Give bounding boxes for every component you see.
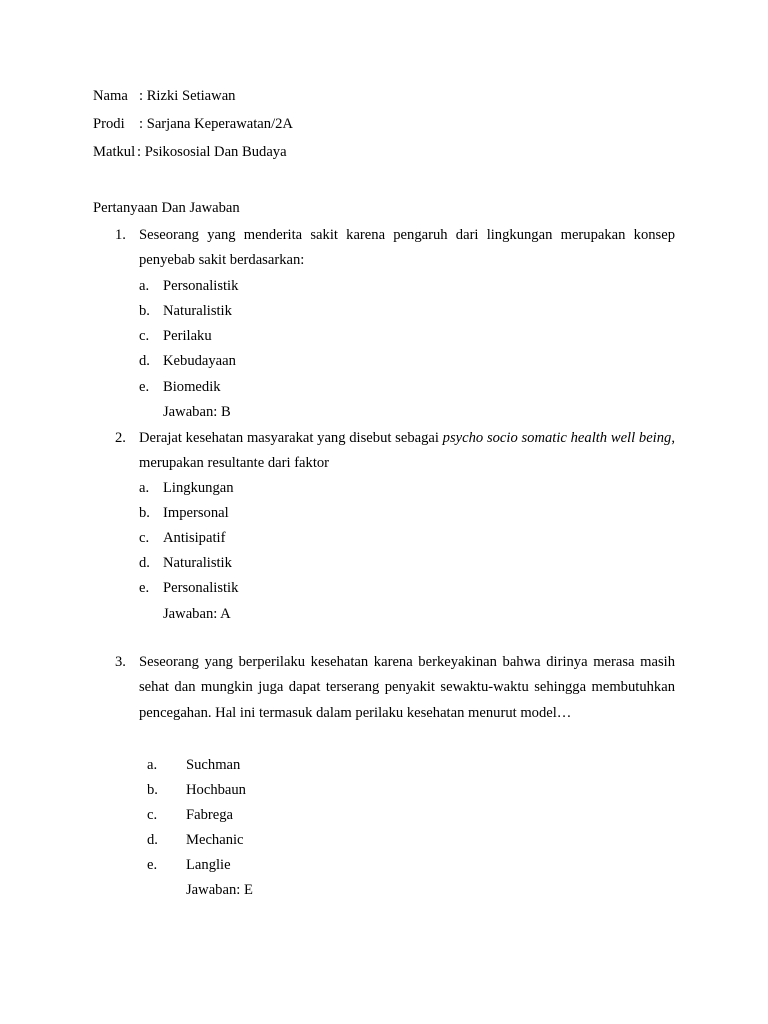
matkul-label: Matkul (93, 144, 136, 160)
q3-option-e-text: Langlie (186, 857, 231, 873)
q3-option-a-letter: a. (147, 757, 158, 773)
question-2-text-after: , merupakan resultante dari faktor (139, 430, 675, 472)
q1-option-c-letter: c. (139, 328, 150, 344)
q2-answer: Jawaban: A (163, 606, 231, 622)
prodi-value: : Sarjana Keperawatan/2A (139, 116, 293, 132)
q1-answer: Jawaban: B (163, 404, 231, 420)
q3-option-d-letter: d. (147, 832, 158, 848)
question-2-text (139, 426, 675, 477)
q1-option-c-text: Perilaku (163, 328, 212, 344)
q1-option-d-letter: d. (139, 353, 150, 369)
q1-option-a-letter: a. (139, 278, 150, 294)
question-2-text-before: Derajat kesehatan masyarakat yang disebut sebagai (139, 430, 443, 446)
q3-answer: Jawaban: E (186, 882, 253, 898)
section-title: Pertanyaan Dan Jawaban (93, 200, 240, 216)
question-3-number: 3. (115, 654, 126, 670)
q2-option-a-letter: a. (139, 480, 150, 496)
question-2-number: 2. (115, 430, 126, 446)
question-2-text-italic: psycho socio somatic health well being (442, 430, 672, 446)
q3-option-b-text: Hochbaun (186, 782, 246, 798)
q1-option-e-text: Biomedik (163, 379, 221, 395)
q2-option-c-text: Antisipatif (163, 530, 226, 546)
q2-option-d-text: Naturalistik (163, 555, 232, 571)
q3-option-c-letter: c. (147, 807, 158, 823)
prodi-label: Prodi (93, 116, 125, 132)
q3-option-a-text: Suchman (186, 757, 241, 773)
q2-option-e-text: Personalistik (163, 580, 239, 596)
q2-option-c-letter: c. (139, 530, 150, 546)
q3-option-b-letter: b. (147, 782, 158, 798)
nama-label: Nama (93, 88, 128, 104)
q3-option-d-text: Mechanic (186, 832, 244, 848)
q1-option-b-letter: b. (139, 303, 150, 319)
matkul-value: : Psikososial Dan Budaya (137, 144, 287, 160)
q3-option-e-letter: e. (147, 857, 158, 873)
question-1-number: 1. (115, 227, 126, 243)
q2-option-b-text: Impersonal (163, 505, 229, 521)
q1-option-d-text: Kebudayaan (163, 353, 236, 369)
question-1-text: Seseorang yang menderita sakit karena pengaruh dari lingkungan merupakan konsep penyebab sakit berdasarkan: (139, 227, 675, 269)
q1-option-e-letter: e. (139, 379, 150, 395)
q1-option-b-text: Naturalistik (163, 303, 232, 319)
nama-value: : Rizki Setiawan (139, 88, 236, 104)
q2-option-d-letter: d. (139, 555, 150, 571)
q1-option-a-text: Personalistik (163, 278, 239, 294)
q2-option-a-text: Lingkungan (163, 480, 234, 496)
question-3-text: Seseorang yang berperilaku kesehatan karena berkeyakinan bahwa dirinya merasa masih sehat dan mungkin juga dapat terserang penyakit sewaktu-waktu sehingga membutuhkan pencegahan. Hal ini termasuk dalam perilaku kesehatan menurut model… (139, 654, 675, 721)
q3-option-c-text: Fabrega (186, 807, 234, 823)
q2-option-b-letter: b. (139, 505, 150, 521)
q2-option-e-letter: e. (139, 580, 150, 596)
